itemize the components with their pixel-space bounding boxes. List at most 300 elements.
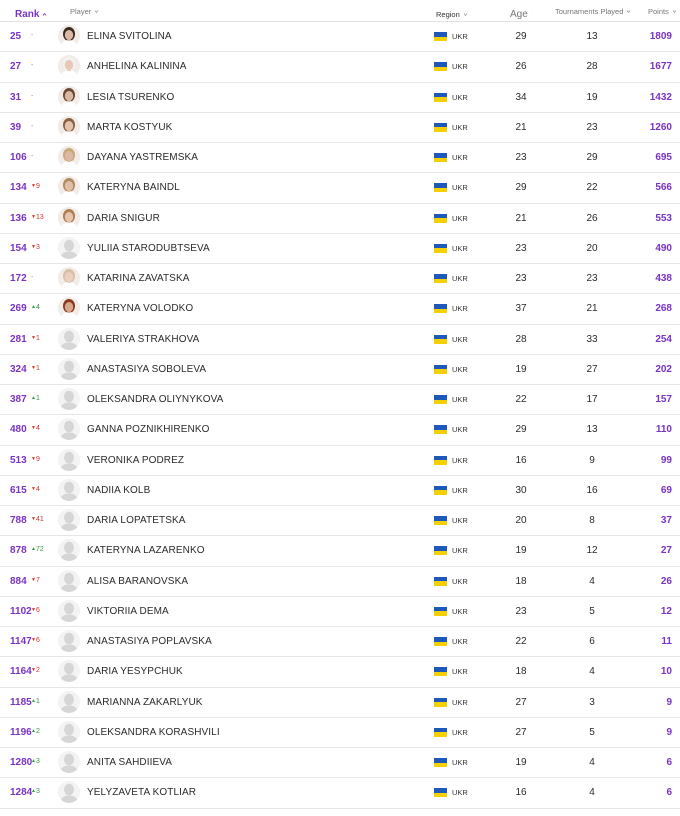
table-row[interactable] <box>0 567 680 597</box>
rank-value: 1185 <box>10 696 32 708</box>
player-age: 29 <box>515 182 527 194</box>
rank-value: 615 <box>10 484 27 496</box>
player-avatar[interactable] <box>58 449 80 471</box>
region-code: UKR <box>452 485 468 495</box>
player-age: 18 <box>515 575 527 587</box>
player-last-name: BAINDL <box>143 182 180 194</box>
player-first-name: NADIIA <box>87 484 121 496</box>
player-avatar[interactable] <box>58 691 80 713</box>
player-last-name: STRAKHOVA <box>137 333 200 345</box>
player-age: 34 <box>515 91 527 103</box>
rank-value: 324 <box>10 363 27 375</box>
player-first-name: YULIIA <box>87 242 119 254</box>
player-age: 19 <box>515 363 527 375</box>
player-name-link[interactable] <box>87 364 206 375</box>
tournaments-played: 23 <box>586 121 598 133</box>
chevron-down-icon <box>463 12 468 17</box>
table-row[interactable] <box>0 476 680 506</box>
player-avatar[interactable] <box>58 660 80 682</box>
player-last-name: LOPATETSKA <box>120 515 186 526</box>
player-avatar[interactable] <box>58 25 80 47</box>
player-points: 9 <box>666 726 672 738</box>
player-last-name: SAHDIIEVA <box>118 757 173 768</box>
ukraine-flag-icon <box>434 335 447 344</box>
tournaments-played: 6 <box>589 636 595 647</box>
player-avatar[interactable] <box>58 539 80 561</box>
player-name-link[interactable] <box>87 61 187 72</box>
rank-change: ▼13 <box>31 213 44 221</box>
player-last-name: KORASHVILI <box>158 726 220 738</box>
player-name-link[interactable] <box>87 182 180 193</box>
arrow-down-icon: ▼ <box>31 425 36 432</box>
arrow-down-icon: ▼ <box>31 516 36 522</box>
tournaments-column-header[interactable] <box>555 7 631 16</box>
table-row[interactable] <box>0 22 680 52</box>
arrow-up-icon: ▲ <box>31 304 36 311</box>
player-first-name: OLEKSANDRA <box>87 726 156 738</box>
rank-value: 172 <box>10 273 27 284</box>
player-first-name: KATERYNA <box>87 545 141 557</box>
rank-value: 1196 <box>10 726 32 738</box>
player-first-name: DARIA <box>87 666 118 678</box>
player-name-link[interactable] <box>87 455 184 466</box>
chevron-up-icon <box>42 12 47 17</box>
player-points: 438 <box>655 273 672 284</box>
player-name-link[interactable] <box>87 787 196 798</box>
tournaments-played: 13 <box>586 31 598 42</box>
rank-value: 480 <box>10 424 27 436</box>
player-age: 28 <box>515 333 527 345</box>
player-first-name: YELYZAVETA <box>87 787 150 799</box>
player-age: 16 <box>515 454 527 466</box>
table-row[interactable] <box>0 597 680 627</box>
arrow-up-icon: ▲ <box>31 697 36 704</box>
player-last-name: VOLODKO <box>143 303 194 315</box>
player-first-name: MARTA <box>87 121 122 133</box>
rank-change: ▲72 <box>31 546 44 554</box>
player-points: 9 <box>666 696 672 708</box>
region-code: UKR <box>452 153 468 162</box>
player-age: 23 <box>515 242 527 254</box>
player-first-name: KATARINA <box>87 273 136 284</box>
table-row[interactable] <box>0 506 680 536</box>
region-code: UKR <box>452 364 468 374</box>
player-points: 10 <box>660 666 672 678</box>
player-avatar[interactable] <box>58 328 80 350</box>
rank-change: ▲1 <box>31 395 40 402</box>
region-code: UKR <box>452 243 468 253</box>
region-code: UKR <box>452 334 468 344</box>
player-last-name: PODREZ <box>141 454 185 466</box>
arrow-up-icon: ▲ <box>31 546 36 553</box>
ukraine-flag-icon <box>434 395 447 404</box>
player-first-name: VALERIYA <box>87 333 135 345</box>
ukraine-flag-icon <box>434 667 447 676</box>
player-name-link[interactable] <box>87 727 220 738</box>
ukraine-flag-icon <box>434 637 447 646</box>
rank-change: ▼4 <box>31 485 40 493</box>
player-avatar[interactable] <box>58 237 80 259</box>
table-row[interactable] <box>0 415 680 445</box>
player-last-name: TSURENKO <box>118 91 175 103</box>
ukraine-flag-icon <box>434 728 447 737</box>
player-avatar[interactable] <box>58 358 80 380</box>
player-name-link[interactable] <box>87 92 174 103</box>
player-avatar[interactable] <box>58 116 80 138</box>
tournaments-header-label: Tournaments Played <box>555 7 624 16</box>
player-first-name: VERONIKA <box>87 454 139 466</box>
table-row[interactable] <box>0 52 680 82</box>
player-points: 1677 <box>649 61 672 73</box>
player-avatar[interactable] <box>58 781 80 803</box>
table-row[interactable] <box>0 385 680 415</box>
arrow-down-icon: ▼ <box>31 606 36 613</box>
player-age: 19 <box>515 757 527 768</box>
region-code: UKR <box>452 304 468 314</box>
player-age: 22 <box>515 636 527 647</box>
arrow-down-icon: ▼ <box>31 364 36 371</box>
player-age: 20 <box>515 515 527 526</box>
ukraine-flag-icon <box>434 607 447 616</box>
player-avatar[interactable] <box>58 751 80 773</box>
rank-value: 136 <box>10 212 27 224</box>
player-last-name: DEMA <box>139 605 169 617</box>
player-points: 6 <box>666 757 672 768</box>
player-first-name: KATERYNA <box>87 303 141 315</box>
region-code: UKR <box>452 637 468 646</box>
tournaments-played: 23 <box>586 273 598 284</box>
table-row[interactable] <box>0 718 680 748</box>
player-points: 27 <box>660 545 672 557</box>
player-name-link[interactable] <box>87 666 183 677</box>
rank-value: 1102 <box>10 605 32 617</box>
player-last-name: KOTLIAR <box>152 787 197 799</box>
player-last-name: POPLAVSKA <box>151 636 212 647</box>
ukraine-flag-icon <box>434 214 447 223</box>
player-first-name: ANASTASIYA <box>87 363 149 375</box>
ukraine-flag-icon <box>434 546 447 555</box>
table-row[interactable] <box>0 83 680 113</box>
rank-change: ▼1 <box>31 364 40 372</box>
rank-value: 27 <box>10 61 22 73</box>
player-points: 490 <box>655 242 672 254</box>
player-avatar[interactable] <box>58 207 80 229</box>
rank-change: ▼6 <box>31 606 40 614</box>
region-code: UKR <box>452 183 468 193</box>
player-age: 23 <box>515 152 527 163</box>
player-name-link[interactable] <box>87 334 199 345</box>
arrow-down-icon: ▼ <box>31 667 36 674</box>
player-avatar[interactable] <box>58 418 80 440</box>
rank-value: 1147 <box>10 636 32 647</box>
ukraine-flag-icon <box>434 32 447 41</box>
player-last-name: BARANOVSKA <box>118 575 189 587</box>
player-avatar[interactable] <box>58 479 80 501</box>
player-first-name: ANHELINA <box>87 61 138 73</box>
ukraine-flag-icon <box>434 62 447 71</box>
player-points: 695 <box>655 152 672 163</box>
region-code: UKR <box>452 92 468 102</box>
ukraine-flag-icon <box>434 244 447 253</box>
player-avatar[interactable] <box>58 297 80 319</box>
arrow-down-icon: ▼ <box>31 455 36 462</box>
player-points: 69 <box>660 484 672 496</box>
player-name-link[interactable] <box>87 31 172 42</box>
player-points: 254 <box>655 333 672 345</box>
player-first-name: MARIANNA <box>87 696 141 708</box>
rank-value: 106 <box>10 152 27 163</box>
player-avatar[interactable] <box>58 509 80 531</box>
tournaments-played: 33 <box>586 333 598 345</box>
player-last-name: KOLB <box>123 484 151 496</box>
region-code: UKR <box>452 122 468 132</box>
player-points: 553 <box>655 212 672 224</box>
rank-change: ▲3 <box>31 758 40 765</box>
rank-value: 31 <box>10 91 22 103</box>
player-age: 26 <box>515 61 527 73</box>
player-avatar[interactable] <box>58 600 80 622</box>
tournaments-played: 9 <box>589 454 595 466</box>
table-row[interactable] <box>0 748 680 778</box>
arrow-down-icon: ▼ <box>31 183 36 190</box>
tournaments-played: 5 <box>589 605 595 617</box>
player-first-name: VIKTORIIA <box>87 605 137 617</box>
tournaments-played: 3 <box>589 696 595 708</box>
table-row[interactable] <box>0 204 680 234</box>
rank-header-label: Rank <box>15 9 40 20</box>
player-name-link[interactable] <box>87 636 212 647</box>
rank-value: 387 <box>10 394 27 405</box>
table-row[interactable] <box>0 294 680 324</box>
ukraine-flag-icon <box>434 153 447 162</box>
player-column-header[interactable] <box>70 7 99 16</box>
table-row[interactable] <box>0 264 680 294</box>
player-points: 1809 <box>649 31 672 42</box>
tournaments-played: 28 <box>586 61 598 73</box>
region-header-label: Region <box>436 10 460 19</box>
player-first-name: DARIA <box>87 212 118 224</box>
player-name-link[interactable] <box>87 576 188 587</box>
tournaments-played: 13 <box>586 424 598 436</box>
table-row[interactable] <box>0 688 680 718</box>
player-last-name: OLIYNYKOVA <box>158 394 224 405</box>
player-age: 19 <box>515 545 527 557</box>
player-name-link[interactable] <box>87 606 169 617</box>
arrow-down-icon: ▼ <box>31 334 36 341</box>
player-avatar[interactable] <box>58 570 80 592</box>
player-points: 26 <box>660 575 672 587</box>
player-points: 566 <box>655 182 672 194</box>
player-first-name: KATERYNA <box>87 182 141 194</box>
chevron-down-icon <box>94 9 99 14</box>
region-column-header[interactable] <box>436 10 468 19</box>
rank-change: ▼9 <box>31 455 40 463</box>
table-row[interactable] <box>0 778 680 808</box>
table-row[interactable] <box>0 173 680 203</box>
player-last-name: SVITOLINA <box>118 31 172 42</box>
rank-value: 1164 <box>10 666 32 678</box>
arrow-down-icon: ▼ <box>31 243 36 250</box>
player-avatar[interactable] <box>58 55 80 77</box>
player-age: 16 <box>515 787 527 799</box>
player-points: 1432 <box>649 91 672 103</box>
rank-column-header[interactable] <box>15 9 47 20</box>
table-row[interactable] <box>0 234 680 264</box>
player-name-link[interactable] <box>87 213 160 224</box>
player-first-name: LESIA <box>87 91 116 103</box>
player-avatar[interactable] <box>58 176 80 198</box>
region-code: UKR <box>452 274 468 283</box>
player-age: 37 <box>515 303 527 315</box>
arrow-up-icon: ▲ <box>31 395 36 401</box>
rank-value: 1284 <box>10 787 33 799</box>
player-avatar[interactable] <box>58 146 80 168</box>
player-last-name: POZNIKHIRENKO <box>125 424 210 436</box>
ukraine-flag-icon <box>434 93 447 102</box>
rank-change: - <box>31 32 34 39</box>
player-avatar[interactable] <box>58 630 80 652</box>
table-row[interactable] <box>0 113 680 143</box>
arrow-down-icon: ▼ <box>31 576 36 583</box>
player-first-name: GANNA <box>87 424 123 436</box>
player-name-link[interactable] <box>87 152 198 163</box>
rank-change: ▼4 <box>31 425 40 433</box>
player-avatar[interactable] <box>58 721 80 743</box>
player-points: 6 <box>666 787 672 799</box>
region-code: UKR <box>452 455 468 465</box>
player-last-name: ZAVATSKA <box>138 273 190 284</box>
tournaments-played: 4 <box>589 787 595 799</box>
player-last-name: SNIGUR <box>120 212 160 224</box>
ukraine-flag-icon <box>434 456 447 465</box>
player-age: 21 <box>515 121 527 133</box>
player-age: 23 <box>515 273 527 284</box>
ukraine-flag-icon <box>434 698 447 707</box>
player-name-link[interactable] <box>87 757 172 768</box>
table-row[interactable] <box>0 325 680 355</box>
player-name-link[interactable] <box>87 424 210 435</box>
rank-value: 788 <box>10 515 27 526</box>
player-name-link[interactable] <box>87 122 172 133</box>
player-points: 12 <box>660 605 672 617</box>
rank-change: ▼2 <box>31 667 40 675</box>
rank-change: ▼41 <box>31 516 44 523</box>
rank-change: - <box>31 92 34 100</box>
player-points: 1260 <box>649 121 672 133</box>
table-row[interactable] <box>0 536 680 566</box>
player-last-name: KALININA <box>140 61 187 73</box>
player-name-link[interactable] <box>87 545 205 556</box>
player-first-name: DAYANA <box>87 152 127 163</box>
region-code: UKR <box>452 697 468 707</box>
player-name-link[interactable] <box>87 273 189 284</box>
arrow-down-icon: ▼ <box>31 213 36 220</box>
player-name-link[interactable] <box>87 394 223 405</box>
tournaments-played: 19 <box>586 91 598 103</box>
player-first-name: ELINA <box>87 31 116 42</box>
player-avatar[interactable] <box>58 86 80 108</box>
table-row[interactable] <box>0 143 680 173</box>
rank-change: ▲3 <box>31 788 40 796</box>
ukraine-flag-icon <box>434 758 447 767</box>
player-points: 99 <box>660 454 672 466</box>
player-name-link[interactable] <box>87 243 210 254</box>
region-code: UKR <box>452 667 468 677</box>
region-code: UKR <box>452 546 468 556</box>
ukraine-flag-icon <box>434 425 447 434</box>
player-points: 268 <box>655 303 672 315</box>
player-points: 11 <box>661 636 672 647</box>
player-avatar[interactable] <box>58 388 80 410</box>
region-code: UKR <box>452 425 468 435</box>
rank-change: ▼1 <box>31 334 40 342</box>
rank-change: ▼9 <box>31 183 40 191</box>
table-row[interactable] <box>0 627 680 657</box>
tournaments-played: 8 <box>589 515 595 526</box>
tournaments-played: 4 <box>589 666 595 678</box>
player-age: 23 <box>515 605 527 617</box>
tournaments-played: 4 <box>589 757 595 768</box>
player-last-name: SOBOLEVA <box>151 363 207 375</box>
table-row[interactable] <box>0 446 680 476</box>
region-code: UKR <box>452 727 468 737</box>
player-last-name: KOSTYUK <box>123 121 173 133</box>
rank-change: - <box>31 274 34 281</box>
region-code: UKR <box>452 32 468 41</box>
points-column-header[interactable] <box>648 7 677 16</box>
player-age: 21 <box>515 212 527 224</box>
tournaments-played: 21 <box>586 303 598 315</box>
ukraine-flag-icon <box>434 788 447 797</box>
ukraine-flag-icon <box>434 577 447 586</box>
region-code: UKR <box>452 516 468 525</box>
tournaments-played: 16 <box>586 484 598 496</box>
player-age: 29 <box>515 31 527 42</box>
rank-change: - <box>31 122 34 130</box>
ukraine-flag-icon <box>434 183 447 192</box>
tournaments-played: 29 <box>586 152 598 163</box>
rank-change: ▲1 <box>31 697 40 705</box>
rank-value: 134 <box>10 182 27 194</box>
table-row[interactable] <box>0 355 680 385</box>
points-header-label: Points <box>648 7 669 16</box>
player-name-link[interactable] <box>87 697 203 708</box>
table-row[interactable] <box>0 657 680 687</box>
rank-value: 39 <box>10 121 22 133</box>
rank-value: 281 <box>10 333 27 345</box>
ukraine-flag-icon <box>434 274 447 283</box>
rank-change: ▲2 <box>31 727 40 735</box>
age-column-header[interactable] <box>510 9 532 20</box>
rank-value: 269 <box>10 303 27 315</box>
player-age: 27 <box>515 726 527 738</box>
arrow-down-icon: ▼ <box>31 637 36 643</box>
tournaments-played: 27 <box>586 363 598 375</box>
tournaments-played: 4 <box>589 575 595 587</box>
region-code: UKR <box>452 213 468 223</box>
table-header <box>0 0 680 22</box>
player-name-link[interactable] <box>87 515 186 526</box>
rank-change: ▼6 <box>31 637 40 644</box>
region-code: UKR <box>452 395 468 404</box>
player-last-name: YASTREMSKA <box>129 152 198 163</box>
player-name-link[interactable] <box>87 303 193 314</box>
rank-change: ▼7 <box>31 576 40 584</box>
ukraine-flag-icon <box>434 123 447 132</box>
player-last-name: STARODUBTSEVA <box>121 242 210 254</box>
player-avatar[interactable] <box>58 267 80 289</box>
player-name-link[interactable] <box>87 485 150 496</box>
